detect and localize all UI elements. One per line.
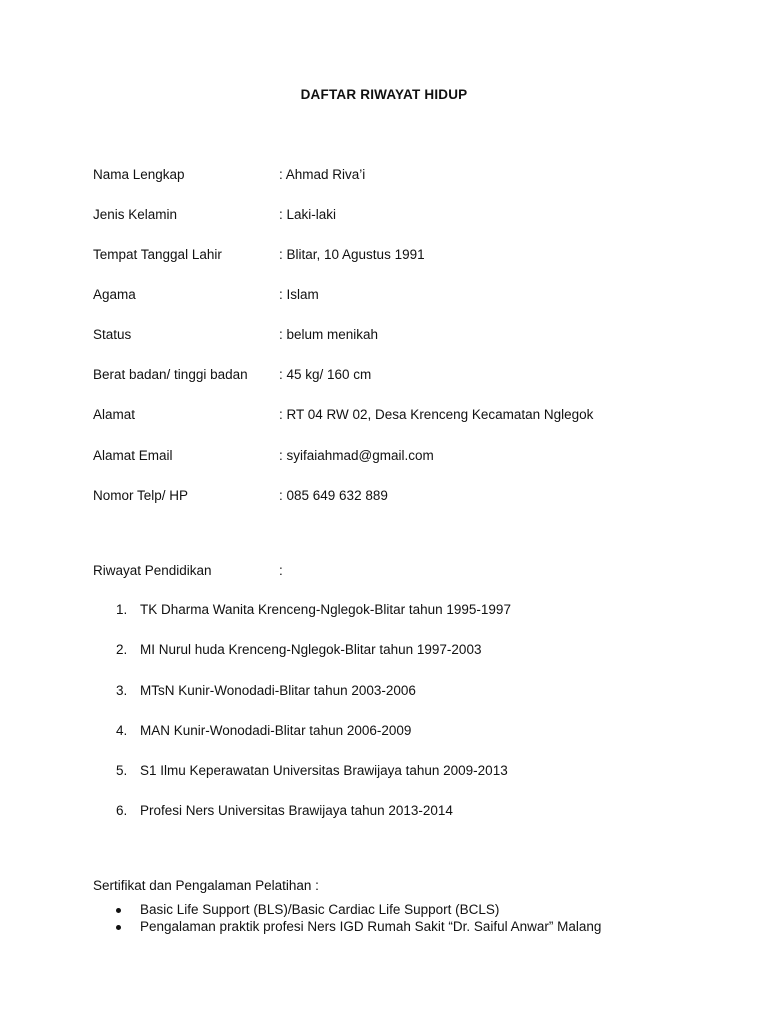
biodata-value: : Blitar, 10 Agustus 1991 [279, 247, 425, 262]
biodata-value: : Islam [279, 287, 319, 302]
biodata-label: Jenis Kelamin [93, 207, 178, 222]
list-number: 3. [116, 683, 128, 698]
bullet-icon [116, 908, 121, 913]
education-colon: : [279, 563, 283, 578]
list-number: 5. [116, 763, 128, 778]
biodata-value: : 085 649 632 889 [279, 488, 388, 503]
education-text: S1 Ilmu Keperawatan Universitas Brawijaya tahun 2009-2013 [140, 763, 508, 778]
list-number: 2. [116, 642, 128, 657]
list-number: 4. [116, 723, 128, 738]
document-title: DAFTAR RIWAYAT HIDUP [300, 87, 468, 102]
education-heading-row [93, 561, 283, 581]
education-heading: Riwayat Pendidikan [93, 563, 212, 578]
certification-heading: Sertifikat dan Pengalaman Pelatihan : [93, 878, 319, 893]
certification-text: Pengalaman praktik profesi Ners IGD Rumah Sakit “Dr. Saiful Anwar” Malang [140, 919, 602, 934]
biodata-label: Agama [93, 287, 136, 302]
biodata-value: : RT 04 RW 02, Desa Krenceng Kecamatan Nglegok [279, 407, 594, 422]
bullet-icon [116, 925, 121, 930]
education-text: MTsN Kunir-Wonodadi-Blitar tahun 2003-2006 [140, 683, 416, 698]
biodata-value: : 45 kg/ 160 cm [279, 367, 372, 382]
biodata-label: Status [93, 327, 132, 342]
biodata-label: Nomor Telp/ HP [93, 488, 189, 503]
education-text: TK Dharma Wanita Krenceng-Nglegok-Blitar tahun 1995-1997 [140, 602, 511, 617]
biodata-value: : Laki-laki [279, 207, 337, 222]
biodata-label: Tempat Tanggal Lahir [93, 247, 222, 262]
biodata-label: Alamat Email [93, 448, 173, 463]
biodata-label: Alamat [93, 407, 136, 422]
list-number: 1. [116, 602, 128, 617]
biodata-label: Berat badan/ tinggi badan [93, 367, 248, 382]
education-text: MAN Kunir-Wonodadi-Blitar tahun 2006-2009 [140, 723, 412, 738]
certification-text: Basic Life Support (BLS)/Basic Cardiac Life Support (BCLS) [140, 902, 500, 917]
biodata-value: : belum menikah [279, 327, 379, 342]
list-number: 6. [116, 803, 128, 818]
biodata-value: : Ahmad Riva’i [279, 167, 366, 182]
education-text: Profesi Ners Universitas Brawijaya tahun 2013-2014 [140, 803, 453, 818]
biodata-label: Nama Lengkap [93, 167, 185, 182]
biodata-value: : syifaiahmad@gmail.com [279, 448, 434, 463]
education-text: MI Nurul huda Krenceng-Nglegok-Blitar tahun 1997-2003 [140, 642, 482, 657]
